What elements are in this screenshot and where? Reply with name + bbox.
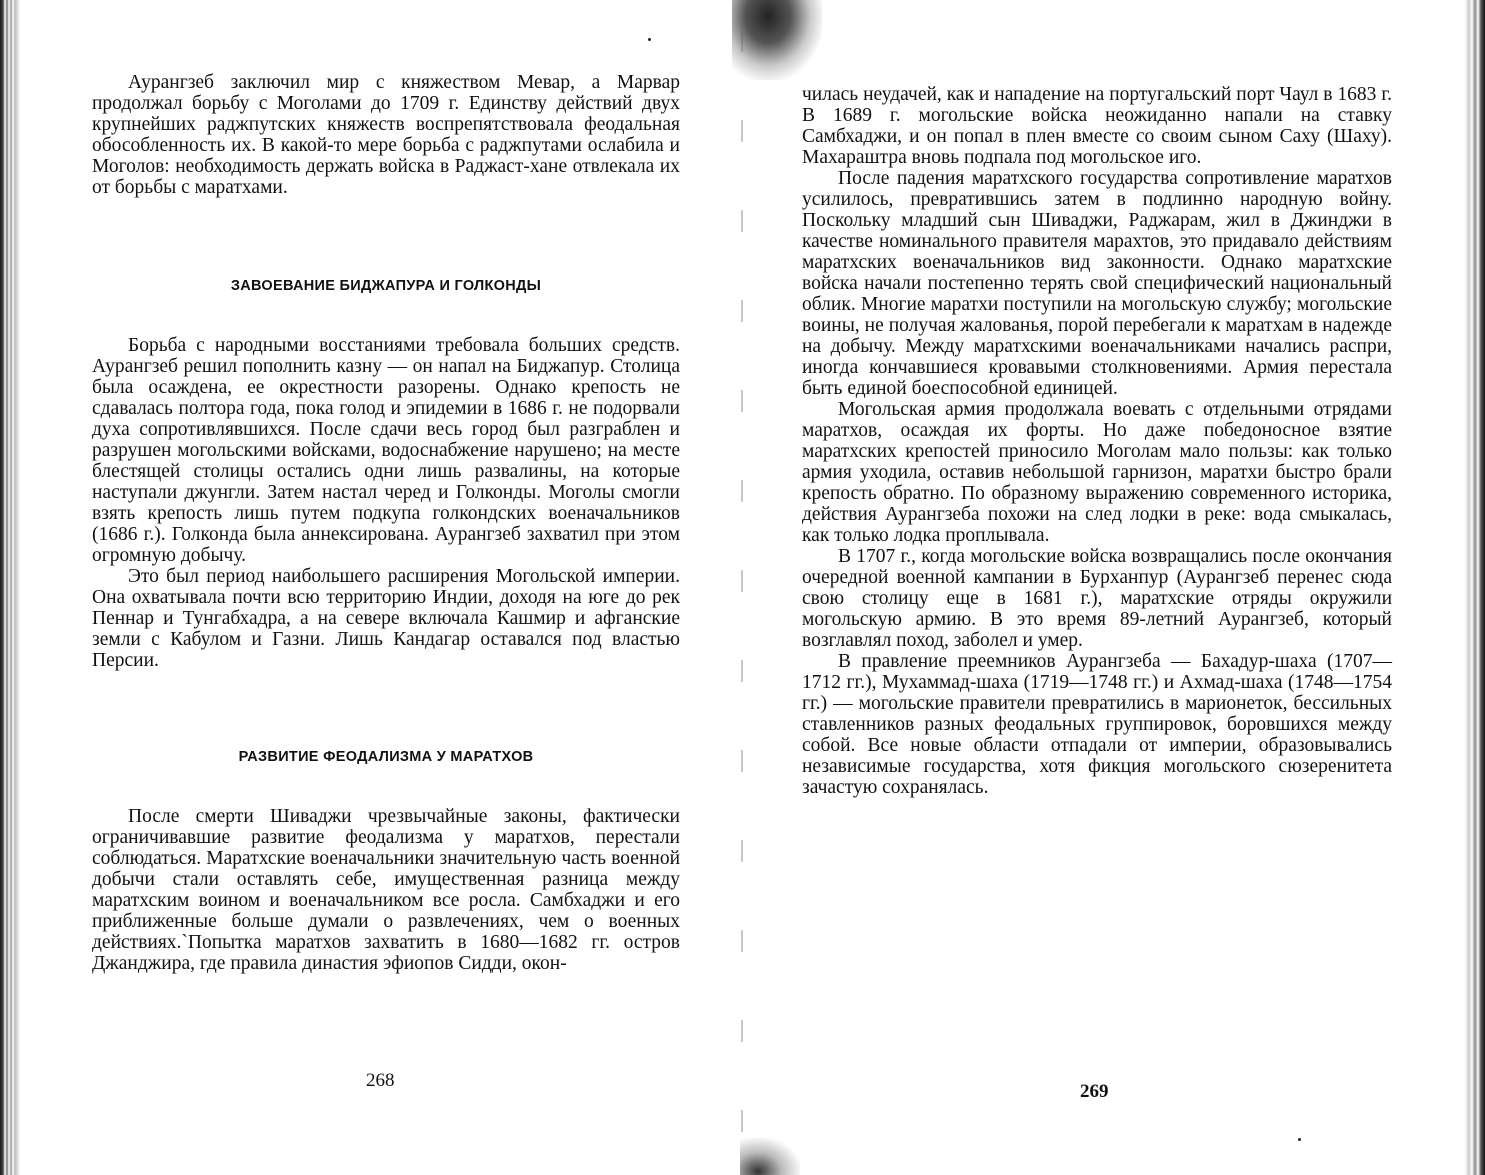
paragraph: Могольская армия продолжала воевать с отдельными отрядами маратхов, осаждая их форты. Но даже победоносное взятие маратхских крепостей приносило Моголам мало пользы: как только армия уходила, оставив небольшой гарнизон, маратхи быстро брали крепость обратно. По образному выражению современного историка, действия Аурангзеба похожи на след лодки в реке: вода смыкалась, как только лодка проплывала. <box>802 399 1392 546</box>
section-heading: РАЗВИТИЕ ФЕОДАЛИЗМА У МАРАТХОВ <box>238 749 534 765</box>
paragraph: Борьба с народными восстаниями требовала больших средств. Аурангзеб решил пополнить казну — он напал на Биджапур. Столица была осаждена, ее окрестности разорены. Однако крепость не сдавалась полтора года, пока голод и эпидемии в 1686 г. не подорвали духа сопротивлявшихся. После сдачи весь город был разграблен и разрушен могольскими войсками, водоснабжение нарушено; на месте блестящей столицы остались одни лишь развалины, на которые наступали джунгли. Затем настал черед и Голконды. Моголы смогли взять крепость лишь путем подкупа голкондских военачальников (1686 г.). Голконда была аннексирована. Аурангзеб захватил при этом огромную добычу. <box>92 335 680 566</box>
paragraph: После смерти Шиваджи чрезвычайные законы, фактически ограничивавшие развитие феодализма у маратхов, перестали соблюдаться. Маратхские военачальники значительную часть военной добычи стали оставлять себе, имущественная разница между маратхским воином и военачальником все росла. Самбхаджи и его приближенные больше думали о развлечениях, чем о военных действиях.`Попытка маратхов захватить в 1680—1682 гг. остров Джанджира, где правила династия эфиопов Сидди, окон- <box>92 806 680 974</box>
paragraph: В 1707 г., когда могольские войска возвращались после окончания очередной военной кампании в Бурханпур (Аурангзеб перенес сюда свою столицу еще в 1681 г.), маратхские отряды окружили могольскую армию. В это время 89-летний Аурангзеб, который возглавлял поход, заболел и умер. <box>802 546 1392 651</box>
scan-smudge-top <box>732 0 822 80</box>
book-spine-edge-left <box>0 0 20 1175</box>
scan-speck <box>648 38 651 41</box>
right-page <box>802 84 1392 798</box>
page-number: 269 <box>1080 1081 1109 1102</box>
paragraph: Это был период наибольшего расширения Могольской империи. Она охватывала почти всю территорию Индии, доходя на юге до рек Пеннар и Тунгабхадра, а на севере включала Кашмир и афганские земли с Кабулом и Газни. Лишь Кандагар оставался под властью Персии. <box>92 566 680 671</box>
scan-smudge-bottom <box>740 1138 800 1175</box>
paragraph: чилась неудачей, как и нападение на португальский порт Чаул в 1683 г. В 1689 г. могольские войска неожиданно напали на ставку Самбхаджи, и он попал в плен вместе со своим сыном Саху (Шаху). Махараштра вновь подпала под могольское иго. <box>802 84 1392 168</box>
book-spine-edge-right <box>1465 0 1485 1175</box>
left-page <box>92 72 680 974</box>
paragraph: В правление преемников Аурангзеба — Бахадур-шаха (1707—1712 гг.), Мухаммад-шаха (1719—1748 гг.) и Ахмад-шаха (1748—1754 гг.) — могольские правители превратились в марионеток, бессильных ставленников разных феодальных группировок, боровшихся между собой. Все новые области отпадали от империи, образовывались независимые государства, хотя фикция могольского сюзеренитета зачастую сохранялась. <box>802 651 1392 798</box>
page-number: 268 <box>366 1070 395 1091</box>
section-heading: ЗАВОЕВАНИЕ БИДЖАПУРА И ГОЛКОНДЫ <box>230 278 542 294</box>
paragraph: После падения маратхского государства сопротивление маратхов усилилось, превратившись затем в подлинно народную войну. Поскольку младший сын Шиваджи, Раджарам, жил в Джинджи в качестве номинального правителя марахтов, это придавало действиям маратхских военачальников вид законности. Однако маратхские войска начали постепенно терять свой специфический национальный облик. Многие маратхи поступили на могольскую службу; могольские воины, не получая жалованья, порой перебегали к маратхам в надежде на добычу. Между маратхскими военачальниками начались распри, иногда кончавшиеся кровавыми столкновениями. Армия перестала быть единой боеспособной единицей. <box>802 168 1392 399</box>
page-gutter <box>741 30 743 1160</box>
paragraph: Аурангзеб заключил мир с княжеством Мевар, а Марвар продолжал борьбу с Моголами до 1709 г. Единству действий двух крупнейших раджпутских княжеств воспрепятствовала феодальная обособленность их. В какой-то мере борьба с раджпутами ослабила и Моголов: необходимость держать войска в Раджаст-хане отвлекала их от борьбы с маратхами. <box>92 72 680 198</box>
scan-speck <box>1298 1138 1301 1141</box>
